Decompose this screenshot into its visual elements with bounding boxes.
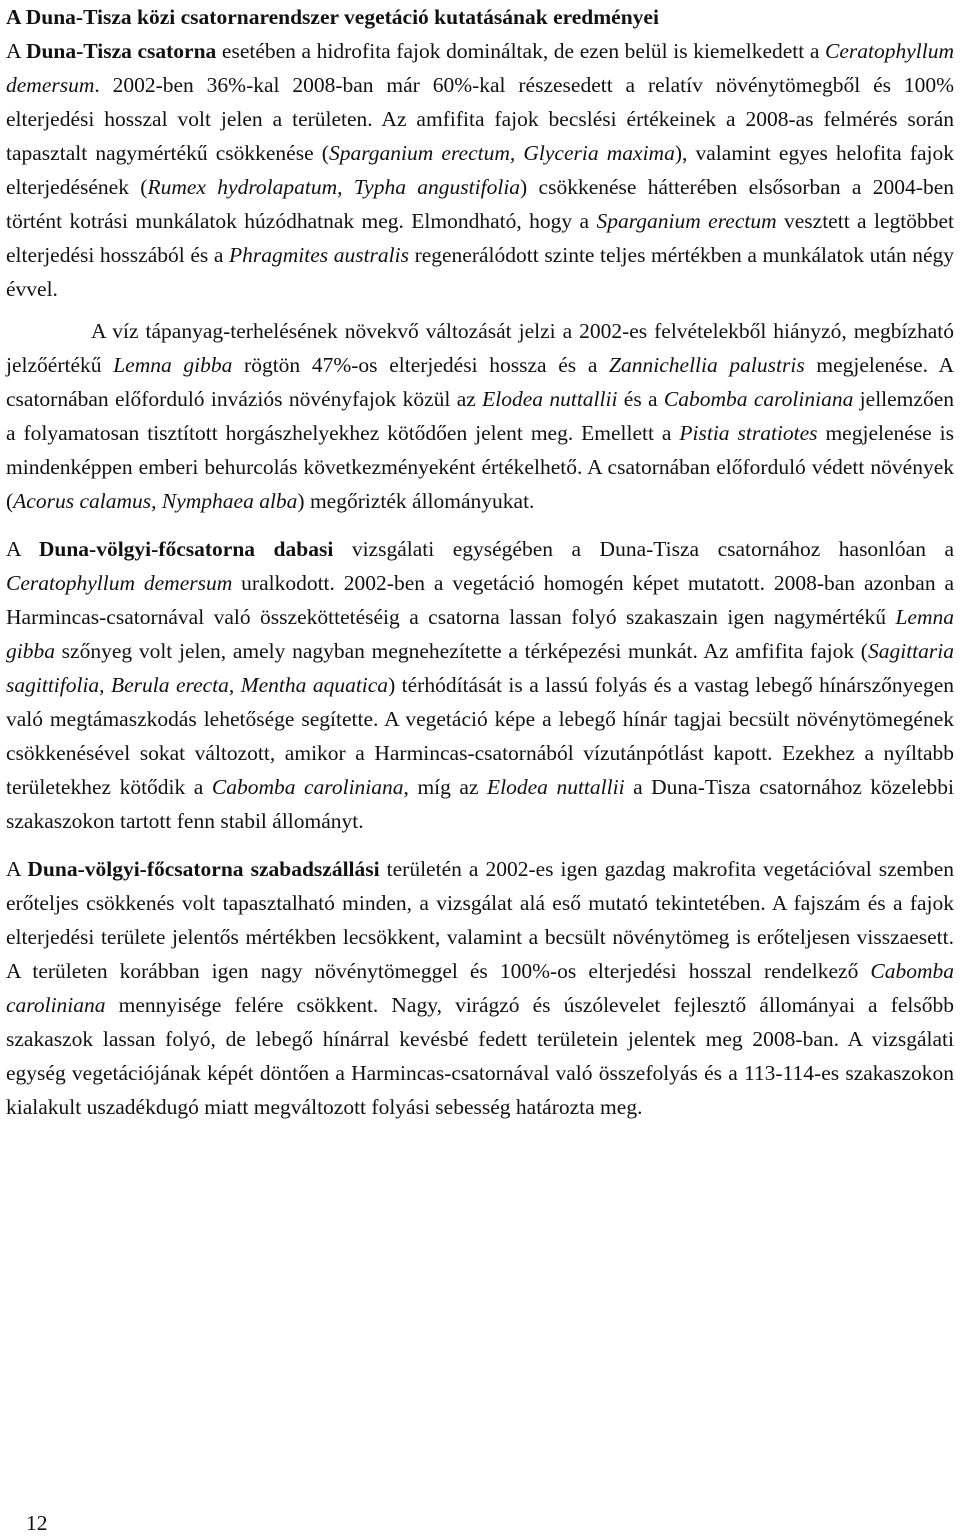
species-name: Elodea nuttallii: [482, 387, 618, 411]
text-run: , míg az: [403, 775, 488, 799]
paragraph-spacer: [6, 838, 954, 852]
text-run: . 2002-ben 36%-kal 2008-ban már 60%-kal részesedett a relatív növénytömegből és 100% elterjedési hosszal volt jelen a területen. Az amfifita fajok becslési értékeinek a 2008-as felmérés során tapasztalt nagymértékű csökkenése (: [6, 73, 954, 165]
text-run: vesztett a legtöbbet elterjedési hosszából és a: [6, 209, 954, 267]
text-run: a Duna-Tisza csatornához közelebbi szakaszokon tartott fenn stabil állományt.: [6, 775, 954, 833]
species-name: Phragmites australis: [228, 243, 409, 267]
paragraph-duna-tisza-csatorna: [6, 34, 954, 306]
text-run: esetében a hidrofita fajok domináltak, de ezen belül is kiemelkedett a: [216, 39, 825, 63]
paragraph-szabadszallasi-unit: [6, 852, 954, 1124]
species-name: Sparganium erectum, Glyceria maxima: [328, 141, 675, 165]
species-name: Zannichellia palustris: [609, 353, 805, 377]
text-run: vizsgálati egységében a Duna-Tisza csatornához hasonlóan a: [333, 537, 955, 561]
text-run: és a: [617, 387, 664, 411]
text-run: ) térhódítását is a lassú folyás és a vastag lebegő hínárszőnyegen való megtámaszkodás lehetősége segítette. A vegetáció képe a lebegő hínár tagjai becsült növénytömegének csökkenésével sokat változott, amikor a Harmincas-csatornából vízutánpótlást kapott. Ezekhez a nyíltabb területekhez kötődik a: [6, 673, 954, 799]
text-run: szőnyeg volt jelen, amely nagyban megnehezítette a térképezési munkát. Az amfifita fajok (: [54, 639, 868, 663]
text-run: A víz tápanyag-terhelésének növekvő változását jelzi a 2002-es felvételekből hiányzó, megbízható jelzőértékű: [6, 319, 954, 377]
text-run: uralkodott. 2002-ben a vegetáció homogén képet mutatott. 2008-ban azonban a Harmincas-csatornával való összeköttetéséig a csatorna lassan folyó szakaszain igen nagymértékű: [6, 571, 955, 629]
text-run: mennyisége felére csökkent. Nagy, virágzó és úszólevelet fejlesztő állományai a felsőbb szakaszok lassan folyó, de lebegő hínárral kevésbé fedett területein jelentek meg 2008-ban. A vizsgálati egység vegetációjának képét döntően a Harmincas-csatornával való összefolyás és a 113-114-es szakaszokon kialakult uszadékdugó miatt megváltozott folyási sebesség határozta meg.: [6, 993, 954, 1119]
text-run: megjelenése. A csatornában előforduló inváziós növényfajok közül az: [6, 353, 955, 411]
text-run: ) csökkenése hátterében elsősorban a 2004-ben történt kotrási munkálatok húzódhatnak meg. Elmondható, hogy a: [6, 175, 954, 233]
text-run: A: [6, 39, 26, 63]
text-run: ) megőrizték állományukat.: [297, 489, 535, 513]
text-run: A: [6, 857, 28, 881]
page-number: 12: [26, 1511, 48, 1535]
species-name: Lemna gibba: [113, 353, 233, 377]
text-run: megjelenése is mindenképpen emberi behurcolás következményeként értékelhető. A csatornában előforduló védett növények (: [6, 421, 954, 513]
species-name: Cabomba caroliniana: [6, 959, 954, 1017]
species-name: Cabomba caroliniana: [211, 775, 404, 799]
section-heading: A Duna-Tisza közi csatornarendszer vegetáció kutatásának eredményei: [6, 5, 659, 29]
species-name: Pistia stratiotes: [679, 421, 818, 445]
text-run: területén a 2002-es igen gazdag makrofita vegetációval szemben erőteljes csökkenés volt tapasztalható minden, a vizsgálat alá eső mutató tekintetében. A fajszám és a fajok elterjedési területe jelentős mértékben lecsökkent, valamint a becsült növénytömeg is erőteljesen visszaesett. A területen korábban igen nagy növénytömeggel és 100%-os elterjedési hosszal rendelkező: [6, 857, 954, 983]
species-name: Sparganium erectum: [596, 209, 777, 233]
species-name: Ceratophyllum demersum: [6, 39, 954, 97]
species-name: Ceratophyllum demersum: [6, 571, 233, 595]
species-name: Acorus calamus, Nymphaea alba: [13, 489, 298, 513]
text-run: jellemzően a folyamatosan tisztított horgászhelyekhez kötődően jelent meg. Emellett a: [6, 387, 954, 445]
text-run: rögtön 47%-os elterjedési hossza és a: [232, 353, 610, 377]
paragraph-spacer: [6, 518, 954, 532]
document-page: [6, 0, 954, 1124]
paragraph-spacer: [6, 306, 954, 314]
bold-term: Duna-völgyi-főcsatorna dabasi: [38, 537, 334, 561]
paragraph-nutrient-load: [6, 314, 954, 518]
text-run: ), valamint egyes helofita fajok elterjedésének (: [6, 141, 954, 199]
species-name: Sagittaria sagittifolia, Berula erecta, Mentha aquatica: [6, 639, 954, 697]
bold-term: Duna-völgyi-főcsatorna szabadszállási: [27, 857, 380, 881]
species-name: Rumex hydrolapatum, Typha angustifolia: [147, 175, 521, 199]
species-name: Cabomba caroliniana: [663, 387, 854, 411]
text-run: regenerálódott szinte teljes mértékben a munkálatok után négy évvel.: [6, 243, 954, 301]
species-name: Lemna gibba: [6, 605, 954, 663]
bold-term: Duna-Tisza csatorna: [25, 39, 217, 63]
paragraph-dabasi-unit: [6, 532, 954, 838]
text-run: A: [6, 537, 39, 561]
species-name: Elodea nuttallii: [487, 775, 625, 799]
